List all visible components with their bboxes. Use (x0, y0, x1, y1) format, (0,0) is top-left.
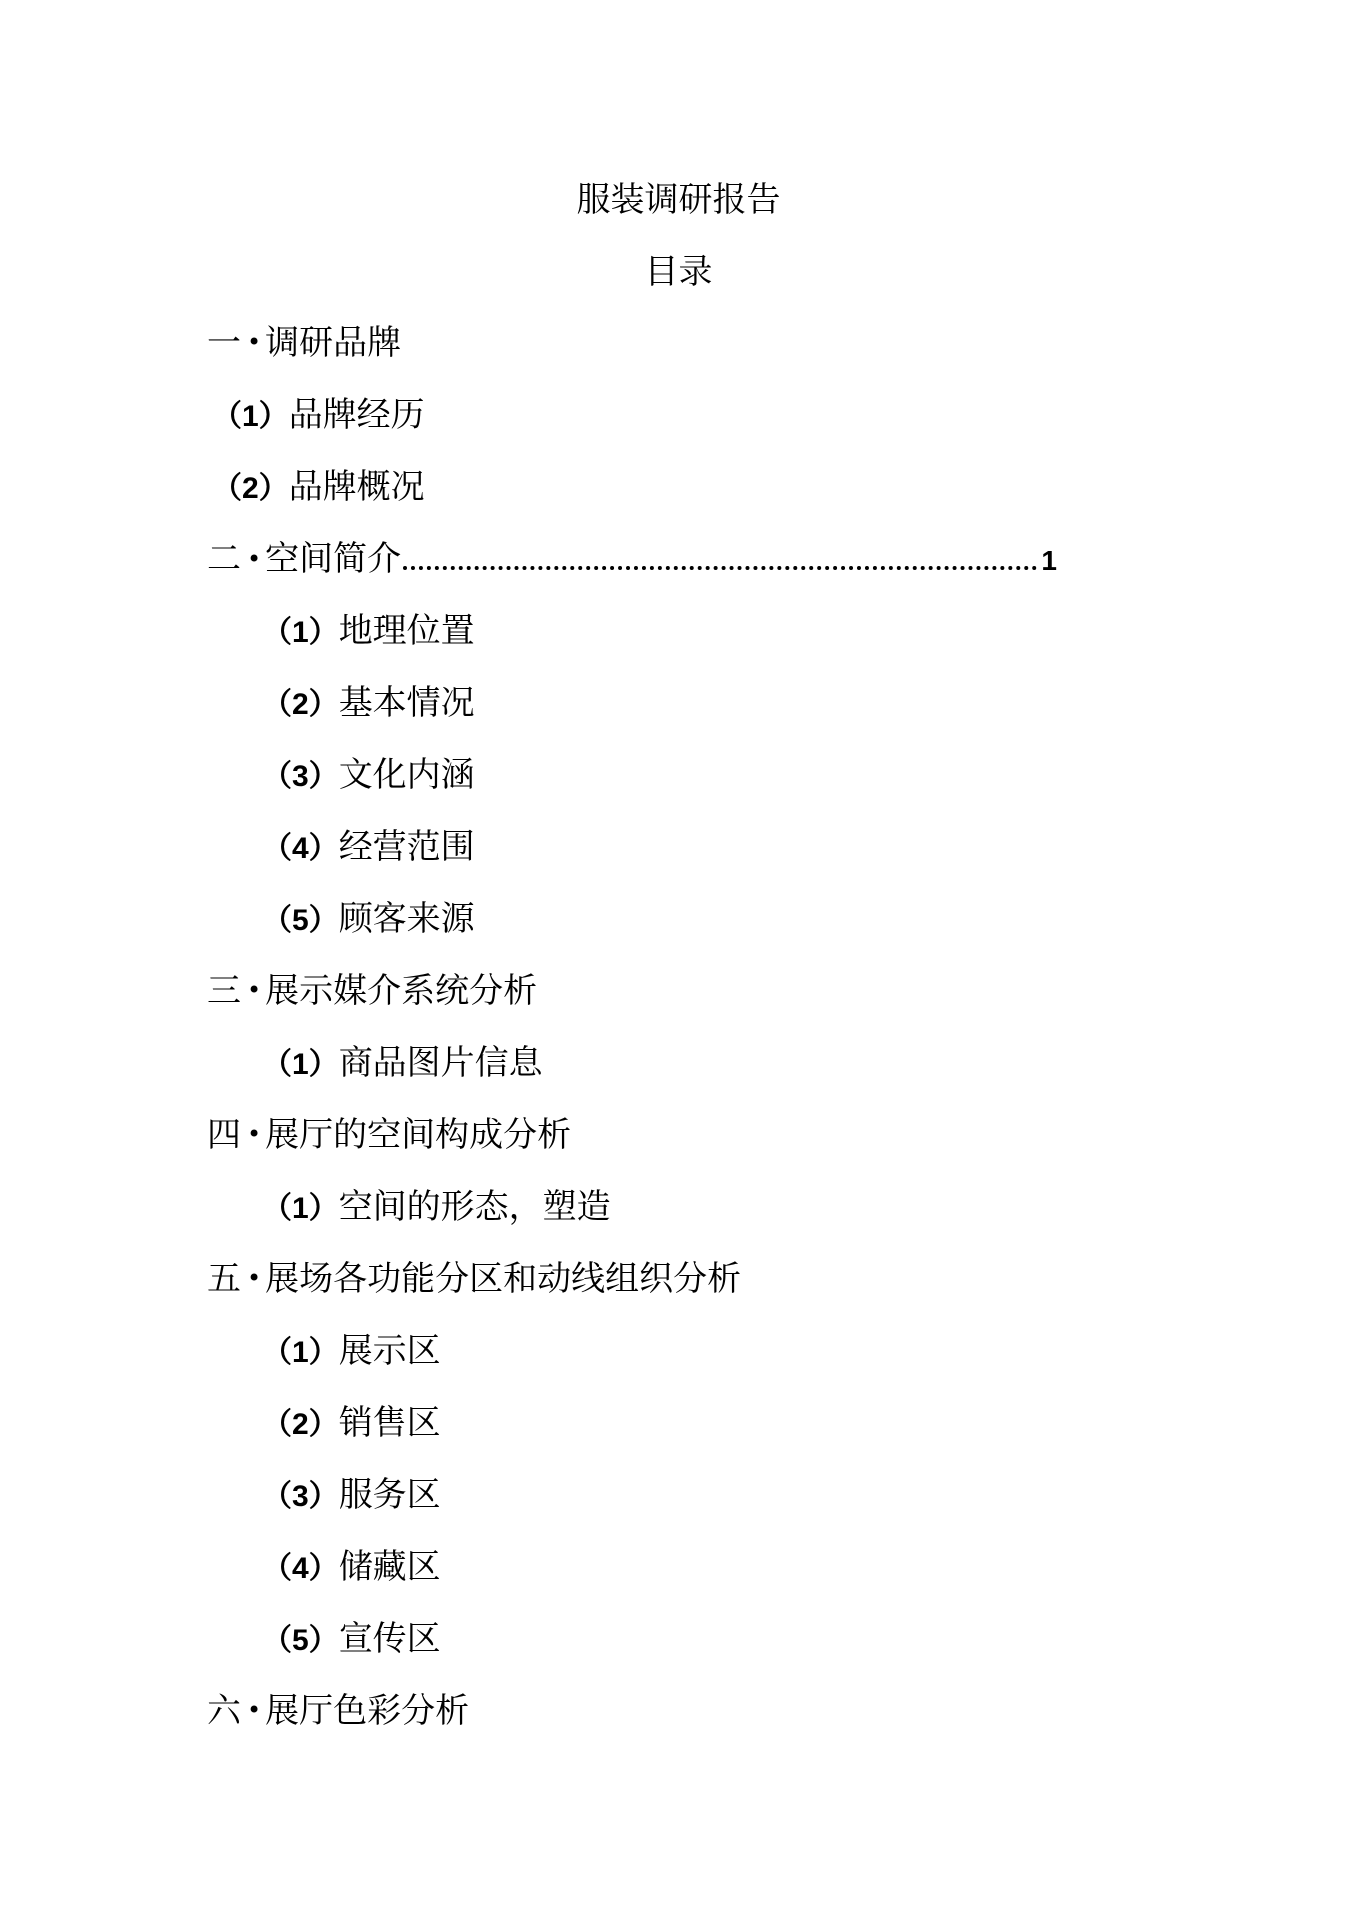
toc-entry-section-4 (207, 1115, 571, 1157)
toc-entry-2-4 (262, 827, 475, 869)
bullet-icon: • (247, 975, 262, 1004)
document-title: 服装调研报告 (576, 180, 781, 220)
toc-entry-1-2 (212, 467, 425, 509)
toc-entry-2-2 (262, 683, 475, 725)
toc-entry-text: 品牌经历 (288, 395, 425, 435)
toc-entry-text: 销售区 (338, 1403, 441, 1443)
toc-entry-5-5 (262, 1619, 441, 1661)
toc-entry-number: （5） (262, 1624, 339, 1657)
toc-heading: 目录 (644, 252, 713, 292)
toc-entry-section-3 (207, 971, 537, 1013)
toc-entry-number: （2） (212, 472, 289, 505)
toc-entry-section-5 (207, 1259, 741, 1301)
dot-leader (403, 566, 1037, 570)
toc-entry-section-1 (207, 323, 401, 365)
toc-entry-text: 调研品牌 (265, 323, 402, 363)
toc-entry-text: 文化内涵 (338, 755, 475, 795)
toc-entry-number: （1） (262, 1336, 339, 1369)
toc-entry-2-1 (262, 611, 475, 653)
toc-entry-text: 品牌概况 (288, 467, 425, 507)
section-numeral: 二 (207, 539, 241, 579)
toc-entry-5-3 (262, 1475, 441, 1517)
toc-entry-text: 商品图片信息 (338, 1043, 543, 1083)
toc-entry-number: （4） (262, 1552, 339, 1585)
toc-entry-text: 展厅的空间构成分析 (265, 1115, 572, 1155)
section-numeral: 四 (207, 1115, 241, 1155)
bullet-icon: • (247, 1119, 262, 1148)
toc-entry-text: 服务区 (338, 1475, 441, 1515)
toc-entry-section-2 (207, 539, 1057, 582)
section-numeral: 五 (207, 1259, 241, 1299)
toc-entry-number: （1） (262, 1192, 339, 1225)
toc-entry-text: 空间的形态，塑造 (338, 1187, 611, 1227)
section-numeral: 三 (207, 971, 241, 1011)
toc-entry-text: 顾客来源 (338, 899, 475, 939)
toc-entry-text: 空间简介 (265, 539, 402, 579)
toc-entry-text: 展示区 (338, 1331, 441, 1371)
toc-entry-5-1 (262, 1331, 441, 1373)
toc-entry-text: 宣传区 (338, 1619, 441, 1659)
toc-entry-number: （1） (262, 1048, 339, 1081)
toc-entry-4-1 (262, 1187, 611, 1229)
bullet-icon: • (247, 545, 262, 573)
toc-entry-number: （2） (262, 1408, 339, 1441)
toc-entry-2-3 (262, 755, 475, 797)
toc-entry-number: （4） (262, 832, 339, 865)
toc-entry-text: 地理位置 (338, 611, 475, 651)
toc-entry-2-5 (262, 899, 475, 941)
toc-entry-text: 展厅色彩分析 (265, 1691, 470, 1731)
toc-entry-1-1 (212, 395, 425, 437)
toc-entry-5-2 (262, 1403, 441, 1445)
page-number: 1 (1041, 545, 1057, 576)
bullet-icon: • (247, 1695, 262, 1724)
toc-entry-5-4 (262, 1547, 441, 1589)
toc-entry-number: （2） (262, 688, 339, 721)
toc-entry-section-6 (207, 1691, 469, 1733)
toc-entry-text: 展场各功能分区和动线组织分析 (265, 1259, 742, 1299)
toc-entry-text: 储藏区 (338, 1547, 441, 1587)
toc-entry-text: 展示媒介系统分析 (265, 971, 538, 1011)
toc-entry-number: （1） (212, 400, 289, 433)
toc-entry-number: （5） (262, 904, 339, 937)
toc-entry-3-1 (262, 1043, 543, 1085)
bullet-icon: • (247, 327, 262, 356)
toc-entry-number: （3） (262, 760, 339, 793)
bullet-icon: • (247, 1263, 262, 1292)
toc-entry-text: 基本情况 (338, 683, 475, 723)
toc-entry-text: 经营范围 (338, 827, 475, 867)
toc-entry-number: （1） (262, 616, 339, 649)
section-numeral: 一 (207, 323, 241, 363)
section-numeral: 六 (207, 1691, 241, 1731)
toc-entry-number: （3） (262, 1480, 339, 1513)
